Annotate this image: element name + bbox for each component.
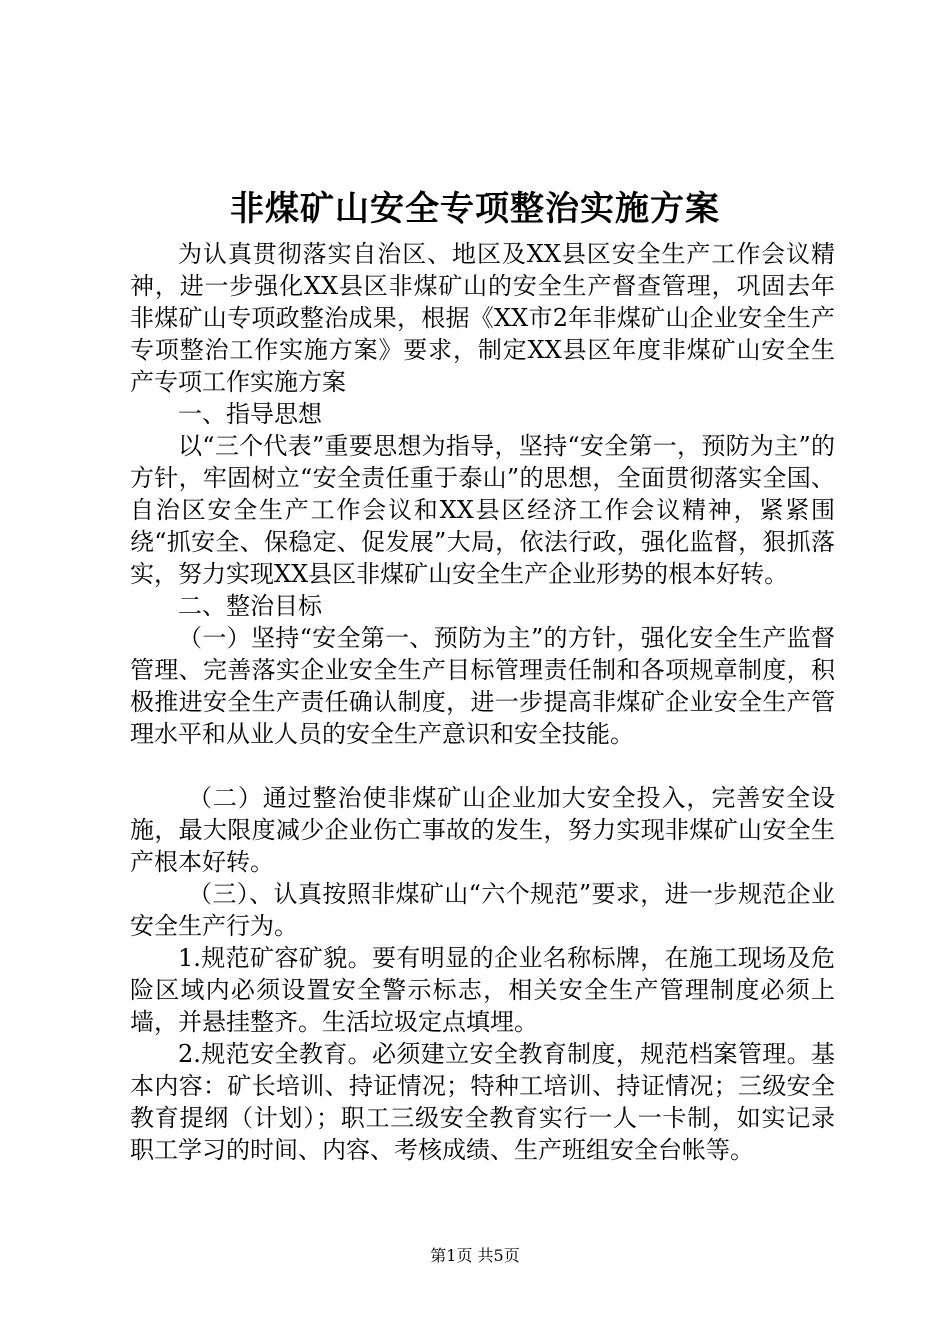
heading-rectification-goals: 二、整治目标 <box>178 592 322 620</box>
document-title: 非煤矿山安全专项整治实施方案 <box>230 189 720 229</box>
paragraph-item-1: 1.规范矿容矿貌。要有明显的企业名称标牌，在施工现场及危险区域内必须设置安全警示标志，相关安全生产管理制度必须上墙，并悬挂整齐。生活垃圾定点填埋。 <box>130 944 835 1036</box>
paragraph-goal-3: （三）、认真按照非煤矿山“六个规范”要求，进一步规范企业安全生产行为。 <box>130 880 835 940</box>
heading-guiding-ideology: 一、指导思想 <box>178 400 322 428</box>
paragraph-goal-1: （一）坚持“安全第一、预防为主”的方针，强化安全生产监督管理、完善落实企业安全生产目标管理责任制和各项规章制度，积极推进安全生产责任确认制度，进一步提高非煤矿企业安全生产管理水平和从业人员的安全生产意识和安全技能。 <box>130 624 835 748</box>
blank-line <box>130 750 835 782</box>
document-body <box>130 238 835 1166</box>
paragraph-guiding-ideology: 以“三个代表”重要思想为指导，坚持“安全第一，预防为主”的方针，牢固树立“安全责任重于泰山”的思想，全面贯彻落实全国、自治区安全生产工作会议和XX县区经济工作会议精神，紧紧围绕“抓安全、保稳定、促发展”大局，依法行政，强化监督，狠抓落实，努力实现XX县区非煤矿山安全生产企业形势的根本好转。 <box>130 432 835 588</box>
paragraph-goal-2: （二）通过整治使非煤矿山企业加大安全投入，完善安全设施，最大限度减少企业伤亡事故的发生，努力实现非煤矿山安全生产根本好转。 <box>130 784 835 876</box>
paragraph-intro: 为认真贯彻落实自治区、地区及XX县区安全生产工作会议精神，进一步强化XX县区非煤矿山的安全生产督查管理，巩固去年非煤矿山专项政整治成果，根据《XX市2年非煤矿山企业安全生产专项整治工作实施方案》要求，制定XX县区年度非煤矿山安全生产专项工作实施方案 <box>130 240 835 396</box>
page-footer: 第1页 共5页 <box>430 1246 520 1265</box>
paragraph-item-2: 2.规范安全教育。必须建立安全教育制度，规范档案管理。基本内容：矿长培训、持证情况；特种工培训、持证情况；三级安全教育提纲（计划）；职工三级安全教育实行一人一卡制，如实记录职工学习的时间、内容、考核成绩、生产班组安全台帐等。 <box>130 1040 835 1164</box>
